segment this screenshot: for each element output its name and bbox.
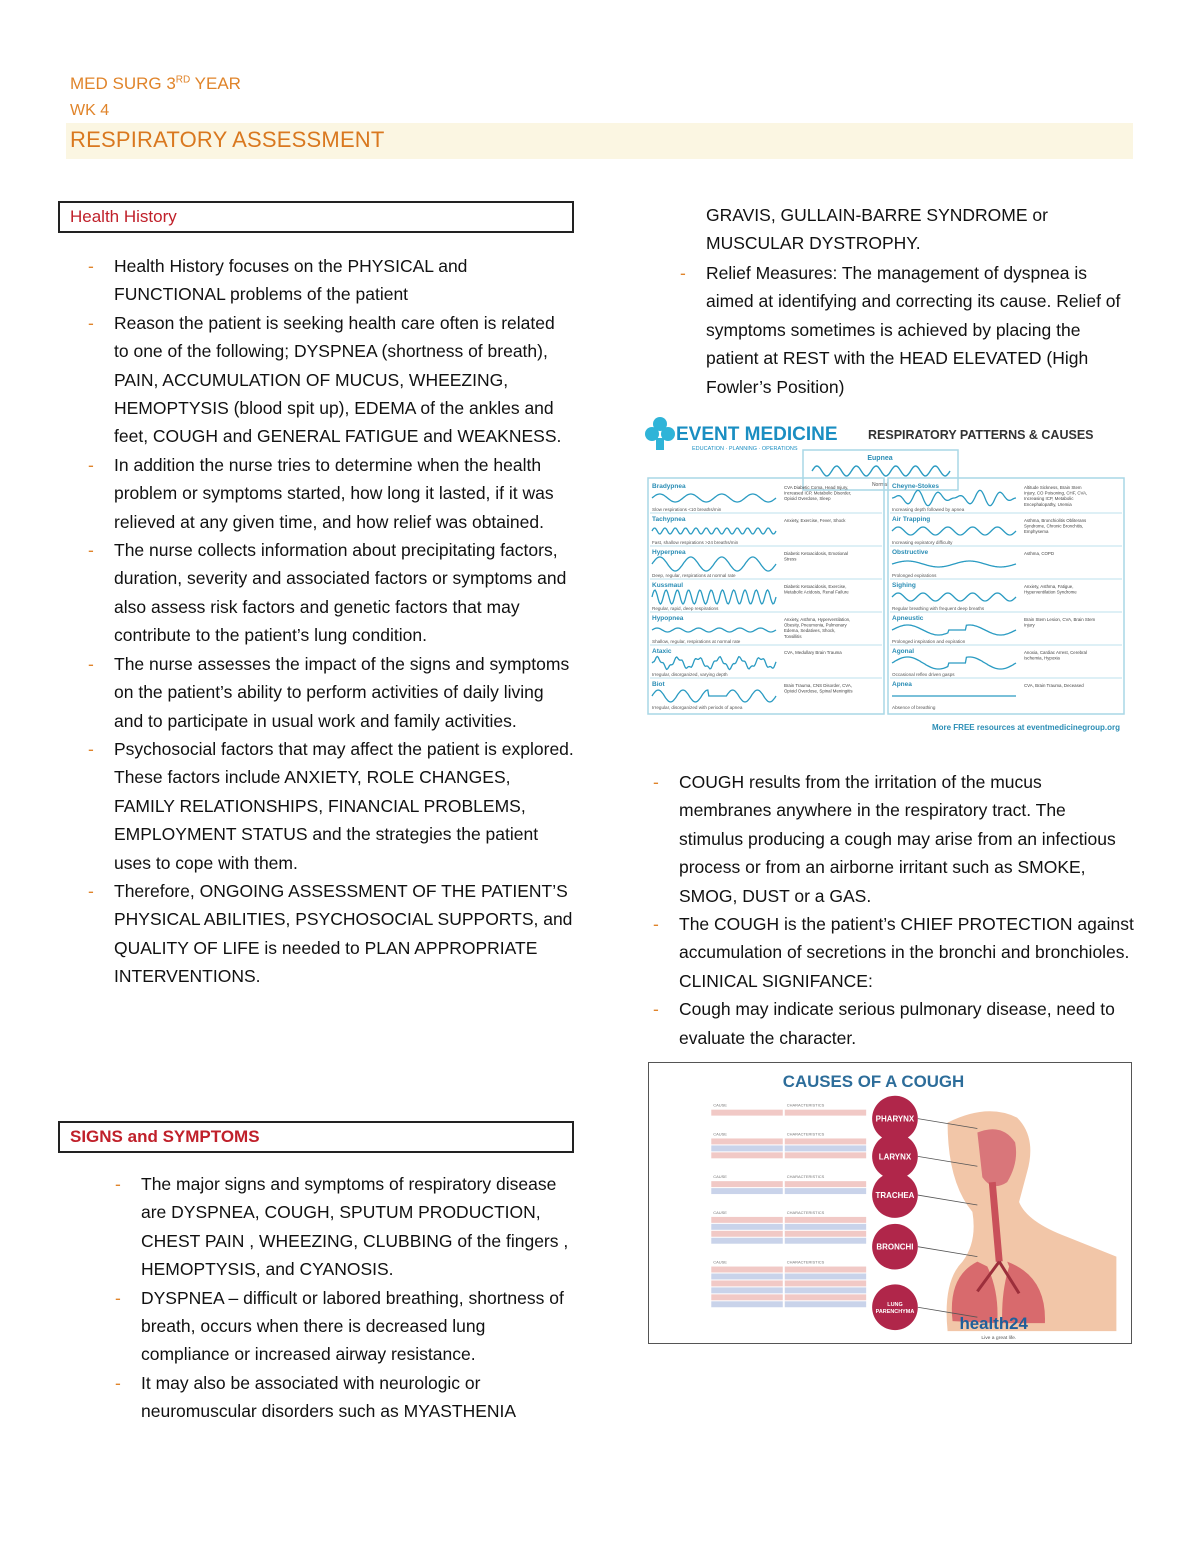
- table-cell: [711, 1224, 782, 1230]
- list-item: [88, 735, 574, 877]
- event-medicine-logo: [645, 417, 838, 452]
- pattern-name: Hypopnea: [652, 615, 684, 622]
- table-header-cause: CAUSE: [713, 1174, 727, 1180]
- table-cell: [711, 1280, 782, 1286]
- list-item-text: Cough may indicate serious pulmonary disease, need to evaluate the character.: [679, 999, 1115, 1048]
- pattern-wave: [892, 490, 1016, 505]
- table-cell: [711, 1294, 782, 1300]
- pattern-caption: Normal: [871, 482, 889, 488]
- region-label: LARYNX: [878, 1152, 912, 1162]
- pattern-name: Kussmaul: [652, 582, 684, 589]
- pattern-causes: Brain Stem Lesion, CVA, Brain Stem Injury: [1024, 617, 1096, 628]
- bullet-dash: -: [115, 1287, 121, 1308]
- table-cell: [711, 1181, 782, 1187]
- week-label: WK 4: [70, 102, 110, 119]
- table-cell: [711, 1238, 782, 1244]
- table-cell: [785, 1224, 866, 1230]
- page-title: RESPIRATORY ASSESSMENT: [70, 127, 385, 152]
- bullet-dash: -: [88, 256, 94, 276]
- list-item-text: Psychosocial factors that may affect the patient is explored. These factors include ANXIETY, ROLE CHANGES, FAMILY RELATIONSHIPS, FINANCIAL PROBLEMS, EMPLOYMENT STATUS and the strategies the patient uses to cope with them.: [114, 738, 574, 873]
- health-history-list: [88, 252, 574, 991]
- brand-name: EVENT MEDICINE: [676, 424, 838, 445]
- pattern-caption: Irregular, disorganized with periods of apnea: [652, 705, 743, 710]
- pattern-caption: Shallow, regular, respirations at normal rate: [652, 639, 741, 644]
- table-cell: [785, 1138, 866, 1144]
- bullet-dash: -: [653, 772, 659, 792]
- table-header-cause: CAUSE: [713, 1131, 727, 1137]
- pattern-caption: Increasing depth followed by apnea: [892, 507, 965, 512]
- pattern-wave: [892, 593, 1016, 601]
- table-cell: [711, 1217, 782, 1223]
- cough-figure-title: CAUSES OF A COUGH: [782, 1071, 965, 1091]
- figure-footer: More FREE resources at eventmedicinegroup.org: [931, 723, 1120, 732]
- bullet-dash: -: [88, 454, 94, 475]
- table-cell: [711, 1188, 782, 1194]
- relief-measures-list: [680, 259, 1136, 401]
- list-item-text: The major signs and symptoms of respiratory disease are DYSPNEA, COUGH, SPUTUM PRODUCTION, CHEST PAIN , WHEEZING, CLUBBING of the fingers , HEMOPTYSIS, and CYANOSIS.: [141, 1174, 569, 1280]
- table-header-cause: CAUSE: [713, 1209, 727, 1215]
- pattern-caption: Increasing expiratory difficulty: [892, 540, 953, 545]
- bullet-dash: -: [88, 880, 94, 901]
- panel-frame: [888, 478, 1124, 714]
- pattern-causes: Altitude Sickness, Brain Stem Injury, CO Poisoning, CHF, CVA, Increasing ICP, Metabolic Encephalopathy, Uremia: [1024, 485, 1088, 507]
- list-item: [653, 995, 1134, 1052]
- table-header-cause: CAUSE: [713, 1102, 727, 1108]
- pattern-causes: CVA Diabetic Coma, Head Injury, Increased ICP, Metabolic Disorder, Opioid Overdose, Sleep: [784, 485, 852, 502]
- pattern-name: Eupnea: [867, 455, 893, 462]
- panel-frame: [648, 478, 884, 714]
- table-header-characteristics: CHARACTERISTICS: [786, 1209, 825, 1215]
- pattern-wave: [652, 557, 776, 571]
- pattern-wave: [892, 625, 1016, 635]
- pattern-causes: CVA, Medullary Brain Trauma: [784, 650, 842, 655]
- section-heading-health-history: Health History: [58, 201, 574, 233]
- bullet-dash: -: [88, 738, 94, 759]
- pattern-wave: [652, 628, 776, 632]
- table-header-characteristics: CHARACTERISTICS: [786, 1259, 825, 1265]
- health24-logo: health24: [959, 1314, 1028, 1334]
- pattern-name: Obstructive: [892, 549, 929, 556]
- list-item-text: In addition the nurse tries to determine when the health problem or symptoms started, how long it lasted, if it was relieved at any given time, and how relief was obtained.: [114, 454, 554, 532]
- table-cell: [711, 1301, 782, 1307]
- pattern-wave: [652, 528, 776, 534]
- list-item-text: Relief Measures: The management of dyspnea is aimed at identifying and correcting its cause. Relief of symptoms sometimes is achieved by placing the patient at REST with the HEAD ELEVATED (High Fowler’s Position): [706, 263, 1121, 397]
- pattern-wave: [652, 590, 776, 604]
- bullet-dash: -: [653, 999, 659, 1020]
- pattern-wave: [892, 657, 1016, 669]
- causes-of-cough-figure: [648, 1062, 1132, 1344]
- table-cell: [711, 1273, 782, 1279]
- pattern-name: Agonal: [892, 648, 915, 655]
- table-cell: [785, 1267, 866, 1273]
- table-cell: [785, 1280, 866, 1286]
- table-cell: [785, 1145, 866, 1151]
- list-item: [88, 877, 574, 991]
- pattern-caption: Deep, regular, respirations at normal rate: [652, 573, 736, 578]
- pattern-causes: Anoxia, Cardiac Arrest, Cerebral Ischemia, Hypoxia: [1024, 650, 1087, 661]
- figure-title: RESPIRATORY PATTERNS & CAUSES: [868, 428, 1094, 442]
- pattern-wave: [892, 527, 1016, 535]
- pattern-name: Apnea: [892, 681, 912, 688]
- list-item: [653, 910, 1134, 995]
- list-item-text: Therefore, ONGOING ASSESSMENT OF THE PATIENT’S PHYSICAL ABILITIES, PSYCHOSOCIAL SUPPORTS, and QUALITY OF LIFE is needed to PLAN APPROPRIATE INTERVENTIONS.: [114, 880, 573, 987]
- pattern-name: Cheyne-Stokes: [892, 483, 939, 490]
- pattern-caption: Occasional reflex driven gasps: [892, 672, 955, 677]
- list-item: [115, 1369, 571, 1426]
- table-cell: [785, 1294, 866, 1300]
- list-item: [88, 252, 574, 309]
- list-item-text: The COUGH is the patient’s CHIEF PROTECTION against accumulation of secretions in the bronchi and bronchioles. CLINICAL SIGNIFANCE:: [679, 914, 1134, 991]
- region-label: PARENCHYMA: [875, 1309, 915, 1316]
- table-cell: [785, 1238, 866, 1244]
- list-item: [653, 768, 1134, 910]
- pattern-wave: [652, 494, 776, 502]
- pattern-name: Sighing: [892, 582, 916, 589]
- bullet-dash: -: [653, 914, 659, 935]
- pattern-causes: Diabetic Ketoacidosis, Exercise, Metabolic Acidosis, Renal Failure: [784, 584, 849, 595]
- pattern-wave: [652, 690, 776, 702]
- region-label: TRACHEA: [875, 1191, 915, 1201]
- pattern-name: Tachypnea: [652, 516, 686, 523]
- pattern-name: Apneustic: [892, 615, 924, 622]
- pattern-caption: Regular breathing with frequent deep breaths: [892, 606, 985, 611]
- course-heading: MED SURG 3RD YEAR: [70, 74, 241, 93]
- table-cell: [785, 1152, 866, 1158]
- pattern-name: Bradypnea: [652, 483, 686, 490]
- table-cell: [785, 1181, 866, 1187]
- list-item: [88, 451, 574, 536]
- pattern-caption: Fast, shallow respirations >24 breaths/min: [652, 540, 739, 545]
- pattern-name: Hyperpnea: [652, 549, 686, 556]
- cough-list: [653, 768, 1134, 1052]
- table-header-characteristics: CHARACTERISTICS: [786, 1131, 825, 1137]
- pattern-causes: Brain Trauma, CNS Disorder, CVA, Opioid Overdose, Spinal Meningitis: [784, 683, 853, 694]
- table-cell: [785, 1231, 866, 1237]
- health24-tagline: Live a great life.: [981, 1336, 1017, 1342]
- bullet-dash: -: [115, 1174, 121, 1194]
- table-cell: [711, 1152, 782, 1158]
- pattern-wave: [652, 657, 776, 670]
- pattern-causes: Anxiety, Asthma, Fatigue, Hyperventilation Syndrome: [1024, 584, 1077, 595]
- right-pattern-panels: [888, 478, 1124, 714]
- list-item: [88, 309, 574, 451]
- table-cell: [711, 1231, 782, 1237]
- respiratory-patterns-figure: [640, 408, 1130, 738]
- pattern-causes: Diabetic Ketoacidosis, Emotional Stress: [784, 551, 848, 562]
- list-item-text: The nurse assesses the impact of the signs and symptoms on the patient’s ability to perform activities of daily living and to participate in usual work and family activities.: [114, 653, 570, 731]
- list-item-text: Health History focuses on the PHYSICAL and FUNCTIONAL problems of the patient: [114, 256, 468, 305]
- list-item: [115, 1284, 571, 1369]
- region-label: PHARYNX: [875, 1114, 915, 1124]
- pattern-caption: Slow respirations <10 breaths/min: [652, 507, 722, 512]
- table-cell: [785, 1301, 866, 1307]
- table-header-characteristics: CHARACTERISTICS: [786, 1174, 825, 1180]
- anatomy-illustration: [947, 1111, 1117, 1334]
- table-cell: [711, 1138, 782, 1144]
- region-label: LUNG: [887, 1302, 903, 1309]
- list-item-text: It may also be associated with neurologic or neuromuscular disorders such as MYASTHENIA: [141, 1372, 517, 1422]
- continued-text: GRAVIS, GULLAIN-BARRE SYNDROME or MUSCULAR DYSTROPHY.: [706, 205, 1048, 254]
- pattern-caption: Irregular, disorganized, varying depth: [652, 672, 728, 677]
- pattern-causes: Asthma, Bronchiolitis Obliterans Syndrome, Chronic Bronchitis, Emphysema: [1024, 518, 1087, 535]
- bullet-dash: -: [88, 312, 94, 333]
- table-cell: [711, 1145, 782, 1151]
- list-item-text: DYSPNEA – difficult or labored breathing, shortness of breath, occurs when there is decreased lung compliance or increased airway resistance.: [141, 1287, 564, 1365]
- table-cell: [785, 1217, 866, 1223]
- table-header-cause: CAUSE: [713, 1259, 727, 1265]
- pattern-caption: Prolonged inspiration and expiration: [892, 639, 966, 644]
- bullet-dash: -: [680, 263, 686, 283]
- table-header-characteristics: CHARACTERISTICS: [786, 1102, 825, 1108]
- left-pattern-panels: [648, 478, 884, 714]
- table-cell: [785, 1188, 866, 1194]
- list-item-text: Reason the patient is seeking health care often is related to one of the following; DYSPNEA (shortness of breath), PAIN, ACCUMULATION OF MUCUS, WHEEZING, HEMOPTYSIS (blood spit up), EDEMA of the ankles and feet, COUGH and GENERAL FATIGUE and WEAKNESS.: [114, 312, 562, 447]
- cough-cause-table: [711, 1103, 866, 1308]
- section-heading-signs-symptoms: SIGNS and SYMPTOMS: [58, 1121, 574, 1153]
- signs-symptoms-list: [115, 1170, 571, 1426]
- table-cell: [711, 1287, 782, 1293]
- bullet-dash: -: [115, 1372, 121, 1393]
- pattern-name: Air Trapping: [892, 516, 931, 523]
- bullet-dash: -: [88, 653, 94, 674]
- region-label: BRONCHI: [876, 1242, 914, 1252]
- table-cell: [785, 1110, 866, 1116]
- pattern-wave: [892, 561, 1016, 567]
- list-item: [88, 650, 574, 735]
- list-item: [88, 536, 574, 650]
- pattern-causes: Anxiety, Exercise, Fever, Shock: [784, 518, 846, 523]
- table-cell: [785, 1273, 866, 1279]
- pattern-name: Biot: [652, 681, 665, 688]
- list-item: [115, 1170, 571, 1284]
- table-cell: [711, 1267, 782, 1273]
- brand-sub: EDUCATION · PLANNING · OPERATIONS: [692, 446, 798, 452]
- pattern-name: Ataxic: [652, 648, 672, 655]
- pattern-causes: CVA, Brain Trauma, Deceased: [1024, 683, 1084, 688]
- pattern-caption: Absence of breathing: [892, 705, 936, 710]
- table-cell: [711, 1110, 782, 1116]
- pattern-caption: Prolonged expirations: [892, 573, 937, 578]
- bullet-dash: -: [88, 540, 94, 561]
- pattern-causes: Anxiety, Asthma, Hyperventilation, Obesity, Pneumonia, Pulmonary Edema, Sedatives, Shock, Tonsillitis: [784, 617, 851, 639]
- eupnea-wave: [812, 466, 950, 476]
- pattern-causes: Asthma, COPD: [1024, 551, 1055, 556]
- list-item-text: The nurse collects information about precipitating factors, duration, severity and associated factors or symptoms and also assess risk factors and genetic factors that may contribute to the patient’s lung condition.: [114, 540, 567, 646]
- table-cell: [785, 1287, 866, 1293]
- list-item: [680, 259, 1136, 401]
- list-item-text: COUGH results from the irritation of the mucus membranes anywhere in the respiratory tract. The stimulus producing a cough may arise from an infectious process or from an airborne irritant such as SMOKE, SMOG, DUST or a GAS.: [679, 772, 1116, 906]
- pattern-caption: Regular, rapid, deep respirations: [652, 606, 719, 611]
